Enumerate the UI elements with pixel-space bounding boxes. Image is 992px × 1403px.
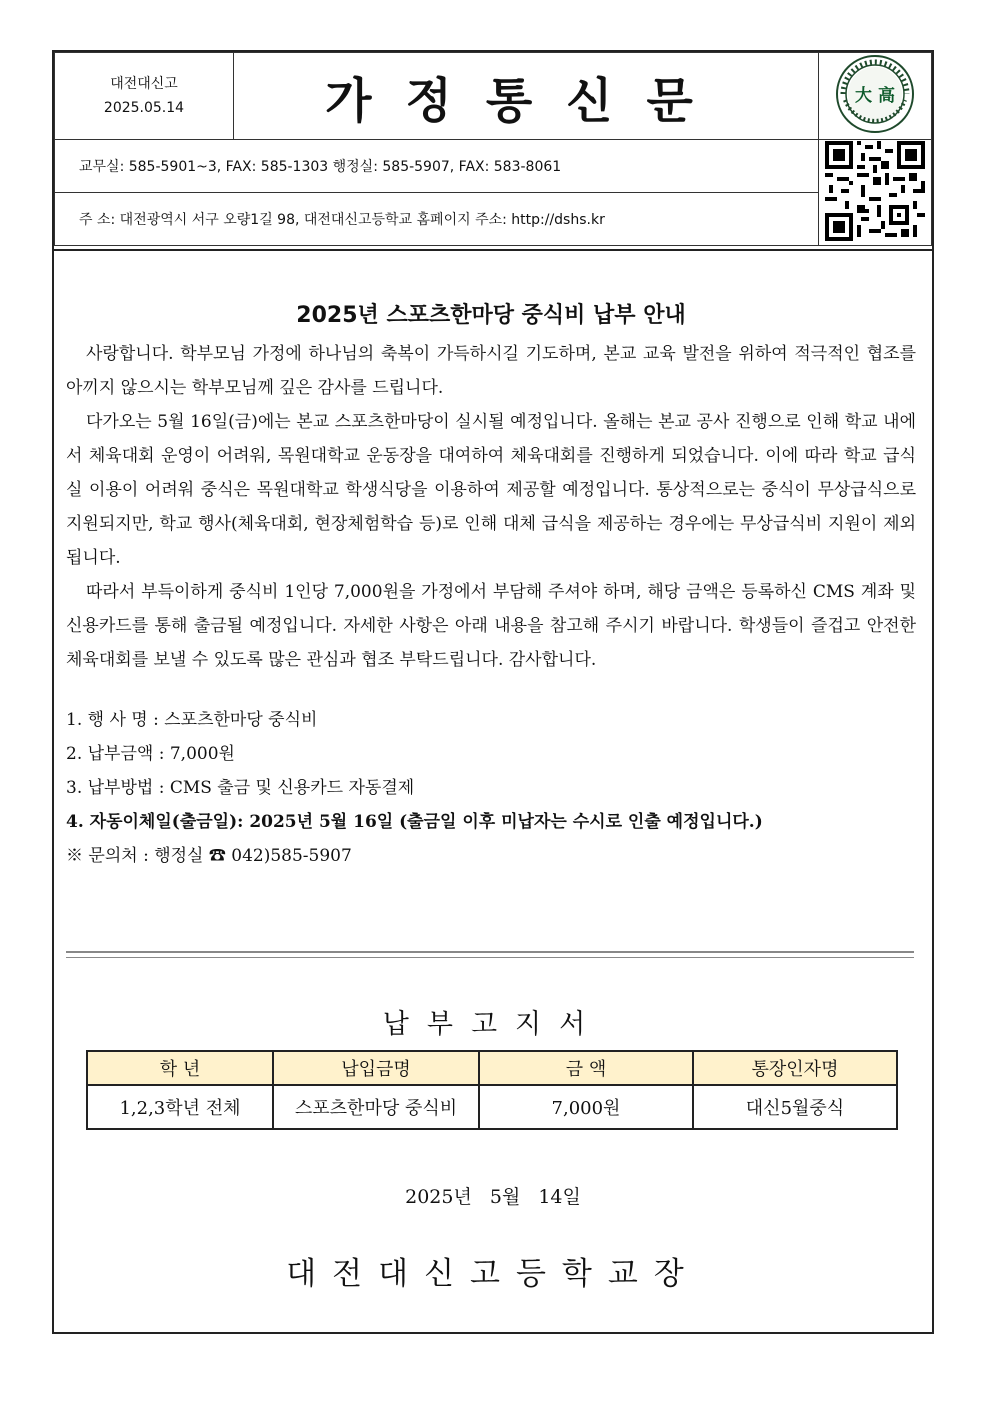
header-divider [54, 249, 932, 251]
notice-paragraph-3: 따라서 부득이하게 중식비 1인당 7,000원을 가정에서 부담해 주셔야 하며, 해당 금액은 등록하신 CMS 계좌 및 신용카드를 통해 출금될 예정입니다. 자세한 사항은 아래 내용을 참고해 주시기 바랍니다. 학생들이 즐겁고 안전한 체육대회를 보낼 수 있도록 많은 관심과 협조 부탁드립니다. 감사합니다. [66, 582, 916, 670]
item-payment-method: 3. 납부방법 : CMS 출금 및 신용카드 자동결제 [66, 778, 415, 798]
cell-account-name: 대신5월중식 [693, 1085, 897, 1129]
issue-date: 2025.05.14 [103, 100, 185, 116]
item-inquiry: ※ 문의처 : 행정실 ☎ 042)585-5907 [66, 846, 352, 866]
section-divider [66, 951, 914, 958]
emblem-text: 大 高 [855, 86, 895, 106]
contact-line: 교무실: 585-5901~3, FAX: 585-1303 행정실: 585-5907, FAX: 583-8061 [55, 140, 819, 193]
address-line: 주 소: 대전광역시 서구 오량1길 98, 대전대신고등학교 홈페이지 주소: http://dshs.kr [55, 193, 819, 246]
notice-items [66, 703, 916, 873]
table-row [87, 1085, 897, 1129]
notice-paragraph-1: 사랑합니다. 학부모님 가정에 하나님의 축복이 가득하시길 기도하며, 본교 교육 발전을 위하여 적극적인 협조를 아끼지 않으시는 학부모님께 깊은 감사를 드립니다. [66, 344, 916, 398]
item-amount: 2. 납부금액 : 7,000원 [66, 744, 235, 764]
document-title: 가정통신문 [234, 53, 819, 140]
notice-title: 2025년 스포츠한마당 중식비 납부 안내 [296, 303, 686, 328]
bill-header-row [87, 1051, 897, 1085]
header-grade: 학 년 [87, 1051, 273, 1085]
notice-paragraph-2: 다가오는 5월 16일(금)에는 본교 스포츠한마당이 실시될 예정입니다. 올해는 본교 공사 진행으로 인해 학교 내에서 체육대회 운영이 어려워, 목원대학교 운동장을 대여하여 체육대회를 진행하게 되었습니다. 이에 따라 학교 급식실 이용이 어려워 중식은 목원대학교 학생식당을 이용하여 제공할 예정입니다. 통상적으로는 중식이 무상급식으로 지원되지만, 학교 행사(체육대회, 현장체험학습 등)로 인해 대체 급식을 제공하는 경우에는 무상급식비 지원이 제외됩니다. [66, 412, 916, 568]
school-info-cell [55, 53, 234, 140]
school-logo-cell [819, 53, 932, 140]
bill-table [86, 1050, 898, 1130]
cell-amount: 7,000원 [479, 1085, 693, 1129]
school-short-name: 대전대신고 [110, 76, 178, 92]
principal-signature: 대전대신고등학교장 [286, 1256, 700, 1292]
header-table [54, 52, 932, 246]
notice-content [66, 298, 916, 873]
item-withdrawal-date: 4. 자동이체일(출금일): 2025년 5월 16일 (출금일 이후 미납자는 수시로 인출 예정입니다.) [66, 812, 763, 832]
document-frame [52, 50, 934, 1334]
school-emblem-icon [835, 54, 915, 134]
item-event-name: 1. 행 사 명 : 스포츠한마당 중식비 [66, 710, 318, 730]
header-account-name: 통장인자명 [693, 1051, 897, 1085]
cell-grade: 1,2,3학년 전체 [87, 1085, 273, 1129]
bill-title: 납부고지서 [382, 1009, 604, 1040]
cell-payment-name: 스포츠한마당 중식비 [273, 1085, 479, 1129]
qr-code-icon[interactable] [825, 141, 925, 241]
header-amount: 금 액 [479, 1051, 693, 1085]
issue-date-footer: 2025년 5월 14일 [405, 1186, 581, 1208]
qr-code-cell[interactable] [819, 140, 932, 246]
header-payment-name: 납입금명 [273, 1051, 479, 1085]
